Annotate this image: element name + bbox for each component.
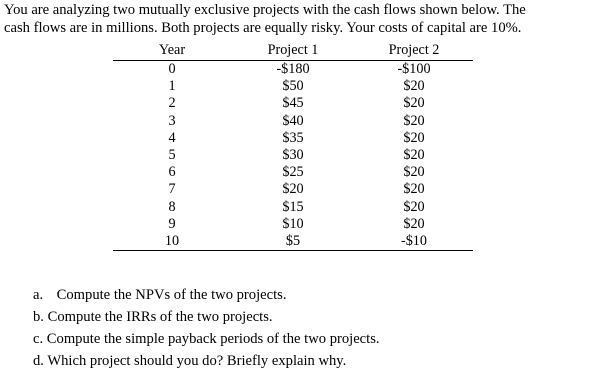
project-1-cell: $40 xyxy=(282,112,304,129)
question-label: a. xyxy=(33,287,44,303)
project-2-cell: $20 xyxy=(403,198,425,215)
table-row xyxy=(113,147,473,164)
table-row xyxy=(113,78,473,95)
table-header-row xyxy=(113,42,473,61)
year-cell: 1 xyxy=(168,78,176,95)
intro-line-1: You are analyzing two mutually exclusive projects with the cash flows shown below. The xyxy=(4,2,526,18)
project-1-cell: $10 xyxy=(282,215,304,232)
table-row xyxy=(113,164,473,181)
project-2-cell: $20 xyxy=(403,147,425,164)
question-item xyxy=(33,284,380,306)
table-row xyxy=(113,233,473,251)
project-2-cell: $20 xyxy=(403,129,425,146)
project-1-cell: $5 xyxy=(231,233,355,251)
project-1-cell: $15 xyxy=(282,198,304,215)
question-item xyxy=(33,350,380,372)
table-row xyxy=(113,95,473,112)
table-row xyxy=(113,199,473,216)
question-label: b. xyxy=(33,309,44,325)
project-2-cell: $20 xyxy=(403,215,425,232)
table-row xyxy=(113,61,473,79)
project-1-cell: -$180 xyxy=(276,61,310,77)
table-row xyxy=(113,181,473,198)
question-item xyxy=(33,306,380,328)
question-list xyxy=(33,284,380,372)
project-1-cell: $50 xyxy=(282,78,304,95)
table-row xyxy=(113,130,473,147)
question-text: Which project should you do? Briefly explain why. xyxy=(47,353,347,369)
project-2-cell: $20 xyxy=(403,112,425,129)
year-cell: 8 xyxy=(168,198,176,215)
year-cell: 0 xyxy=(168,61,176,77)
year-cell: 10 xyxy=(113,233,231,251)
year-cell: 5 xyxy=(168,147,176,164)
header-project-2: Project 2 xyxy=(355,42,473,61)
question-text: Compute the IRRs of the two projects. xyxy=(47,309,273,325)
year-cell: 6 xyxy=(168,164,176,181)
year-cell: 4 xyxy=(168,129,176,146)
project-2-cell: $20 xyxy=(403,78,425,95)
header-project-1: Project 1 xyxy=(231,42,355,61)
question-text: Compute the NPVs of the two projects. xyxy=(56,287,287,303)
project-2-cell: $20 xyxy=(403,164,425,181)
project-1-cell: $30 xyxy=(282,147,304,164)
project-2-cell: -$10 xyxy=(355,233,473,251)
cash-flow-table xyxy=(113,42,473,251)
header-year: Year xyxy=(113,42,231,61)
project-2-cell: -$100 xyxy=(397,61,431,77)
table-row xyxy=(113,216,473,233)
project-1-cell: $25 xyxy=(282,164,304,181)
question-item xyxy=(33,328,380,350)
year-cell: 3 xyxy=(168,112,176,129)
project-2-cell: $20 xyxy=(403,95,425,112)
project-1-cell: $35 xyxy=(282,129,304,146)
project-1-cell: $45 xyxy=(282,95,304,112)
project-1-cell: $20 xyxy=(282,181,304,198)
year-cell: 2 xyxy=(168,95,176,112)
question-label: c. xyxy=(33,331,44,347)
project-2-cell: $20 xyxy=(403,181,425,198)
question-label: d. xyxy=(33,353,44,369)
year-cell: 9 xyxy=(168,215,176,232)
question-text: Compute the simple payback periods of the two projects. xyxy=(46,331,380,347)
problem-intro xyxy=(4,1,610,37)
intro-line-2: cash flows are in millions. Both projects are equally risky. Your costs of capital are 10%. xyxy=(4,20,522,36)
table-row xyxy=(113,113,473,130)
year-cell: 7 xyxy=(168,181,176,198)
